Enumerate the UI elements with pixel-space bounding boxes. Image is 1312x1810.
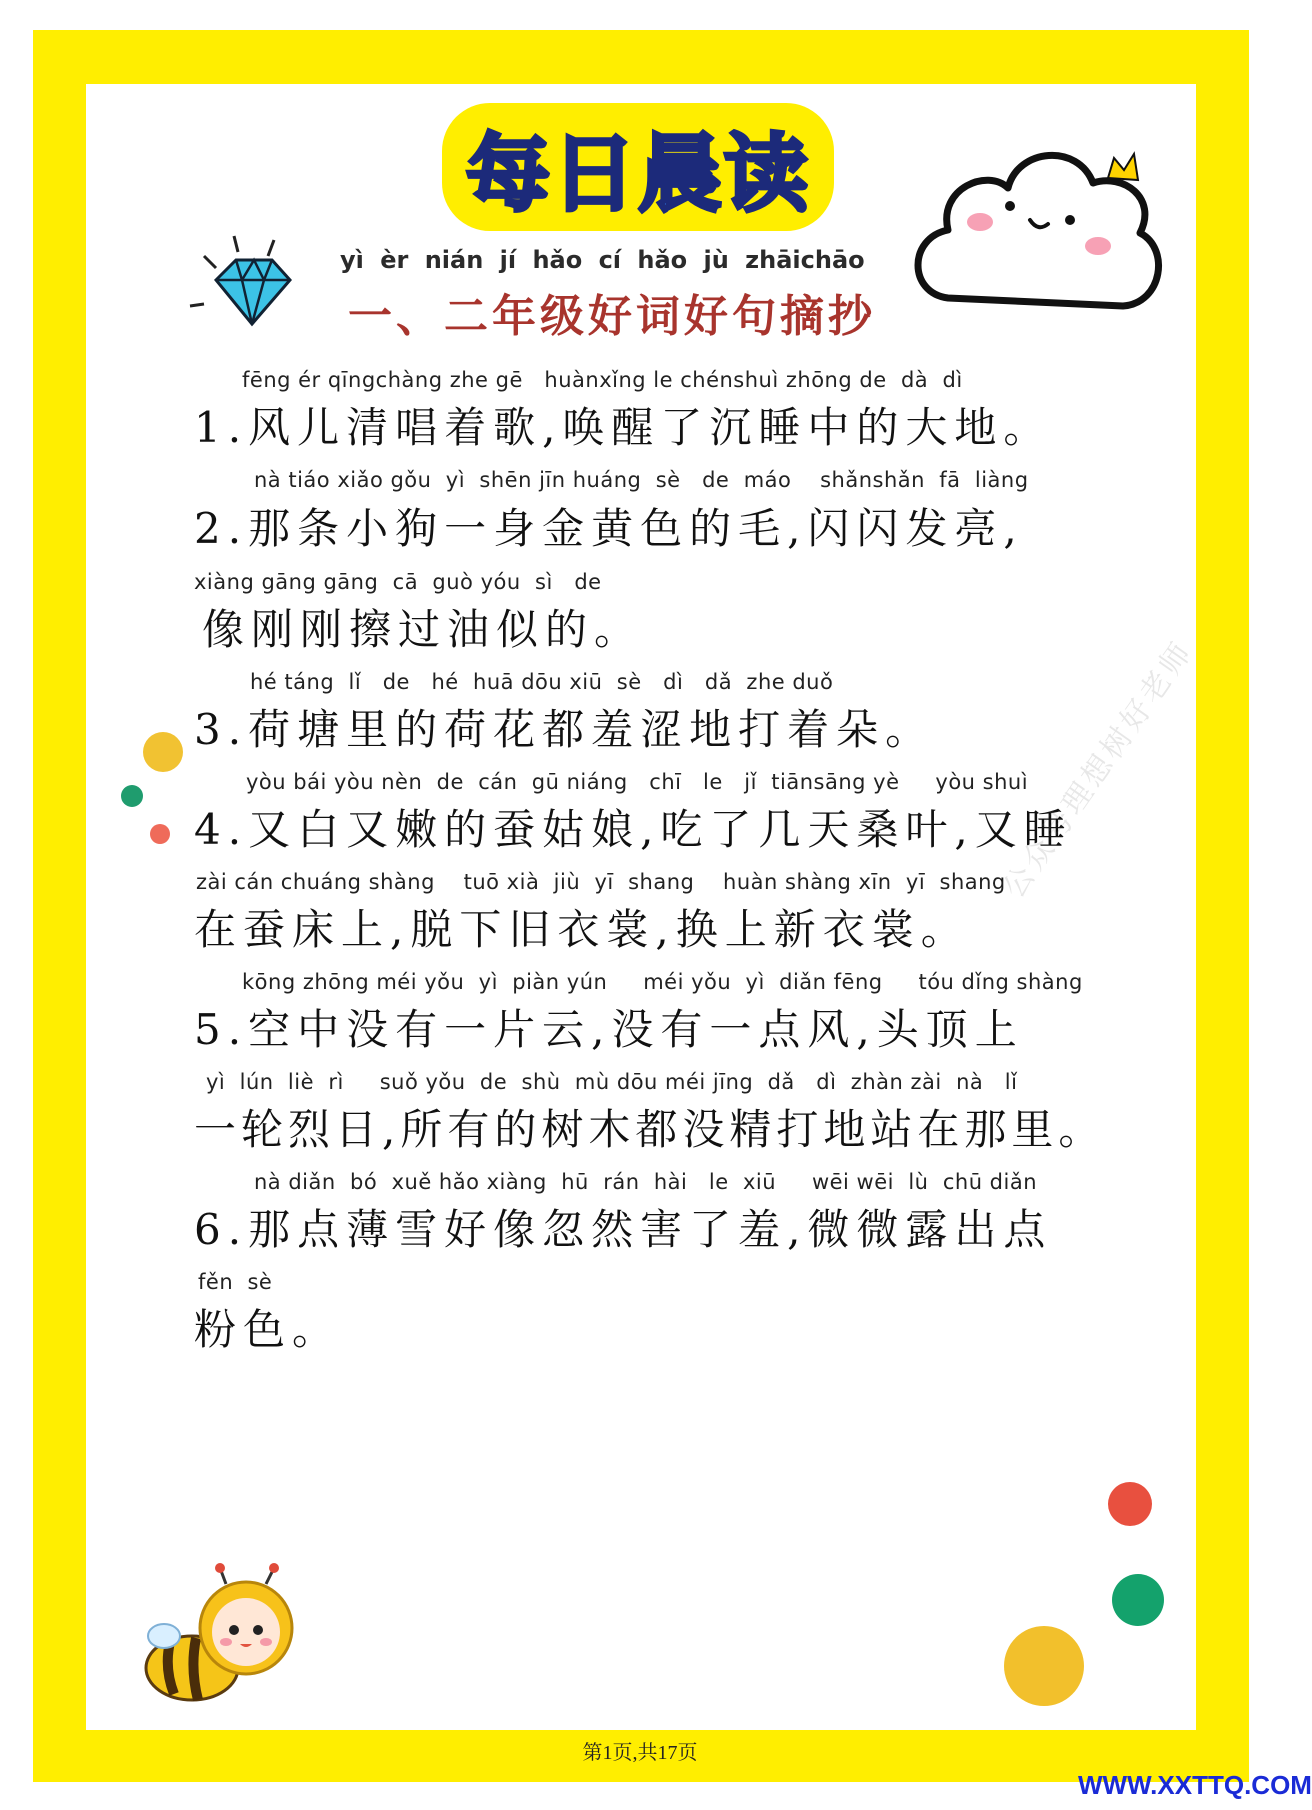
sentence-line: 在蚕床上,脱下旧衣裳,换上新衣裳。 [194, 905, 970, 954]
pinyin-line: nà tiáo xiǎo gǒu yì shēn jīn huáng sè de máo shǎnshǎn fā liàng [254, 468, 1029, 492]
sentence-line: 3.荷塘里的荷花都羞涩地打着朵。 [194, 705, 935, 754]
pinyin-line: yòu bái yòu nèn de cán gū niáng chī le jǐ tiānsāng yè yòu shuì [246, 770, 1029, 794]
watermark-text: 公众号理想树好老师 [996, 633, 1201, 905]
pinyin-line: nà diǎn bó xuě hǎo xiàng hū rán hài le xiū wēi wēi lù chū diǎn [254, 1170, 1038, 1194]
pinyin-line: xiàng gāng gāng cā guò yóu sì de [194, 570, 602, 594]
sentence-line: 6.那点薄雪好像忽然害了羞,微微露出点 [194, 1205, 1053, 1254]
sentence-line: 5.空中没有一片云,没有一点风,头顶上 [194, 1005, 1024, 1054]
subtitle: 一、二年级好词好句摘抄 [348, 291, 876, 342]
pinyin-line: fēng ér qīngchàng zhe gē huànxǐng le chénshuì zhōng de dà dì [242, 368, 963, 392]
page-title: 每日晨读 [465, 124, 810, 223]
diamond-icon [186, 228, 306, 328]
pinyin-line: fěn sè [198, 1270, 273, 1294]
sentence-line: 粉色。 [194, 1305, 342, 1354]
pinyin-line: yì lún liè rì suǒ yǒu de shù mù dōu méi jīng dǎ dì zhàn zài nà lǐ [206, 1070, 1018, 1094]
pinyin-line: zài cán chuáng shàng tuō xià jiù yī shang huàn shàng xīn yī shang [196, 870, 1006, 894]
bee-icon [134, 1562, 310, 1712]
site-url: WWW.XXTTQ.COM [1078, 1770, 1312, 1800]
page-number: 第1页,共17页 [582, 1742, 698, 1764]
sentence-line: 像刚刚擦过油似的。 [202, 605, 644, 654]
subtitle-pinyin: yì èr nián jí hǎo cí hǎo jù zhāichāo [340, 246, 865, 274]
dot-decoration [988, 1478, 1178, 1708]
sentence-line: 2.那条小狗一身金黄色的毛,闪闪发亮, [194, 504, 1024, 553]
dot-decoration [108, 724, 198, 854]
sentence-line: 4.又白又嫩的蚕姑娘,吃了几天桑叶,又睡 [194, 805, 1073, 854]
sentence-line: 一轮烈日,所有的树木都没精打地站在那里。 [194, 1105, 1106, 1154]
pinyin-line: hé táng lǐ de hé huā dōu xiū sè dì dǎ zhe duǒ [250, 670, 834, 694]
pinyin-line: kōng zhōng méi yǒu yì piàn yún méi yǒu yì diǎn fēng tóu dǐng shàng [242, 970, 1083, 994]
cloud-face-icon [908, 118, 1170, 350]
sentence-line: 1.风儿清唱着歌,唤醒了沉睡中的大地。 [194, 403, 1053, 452]
